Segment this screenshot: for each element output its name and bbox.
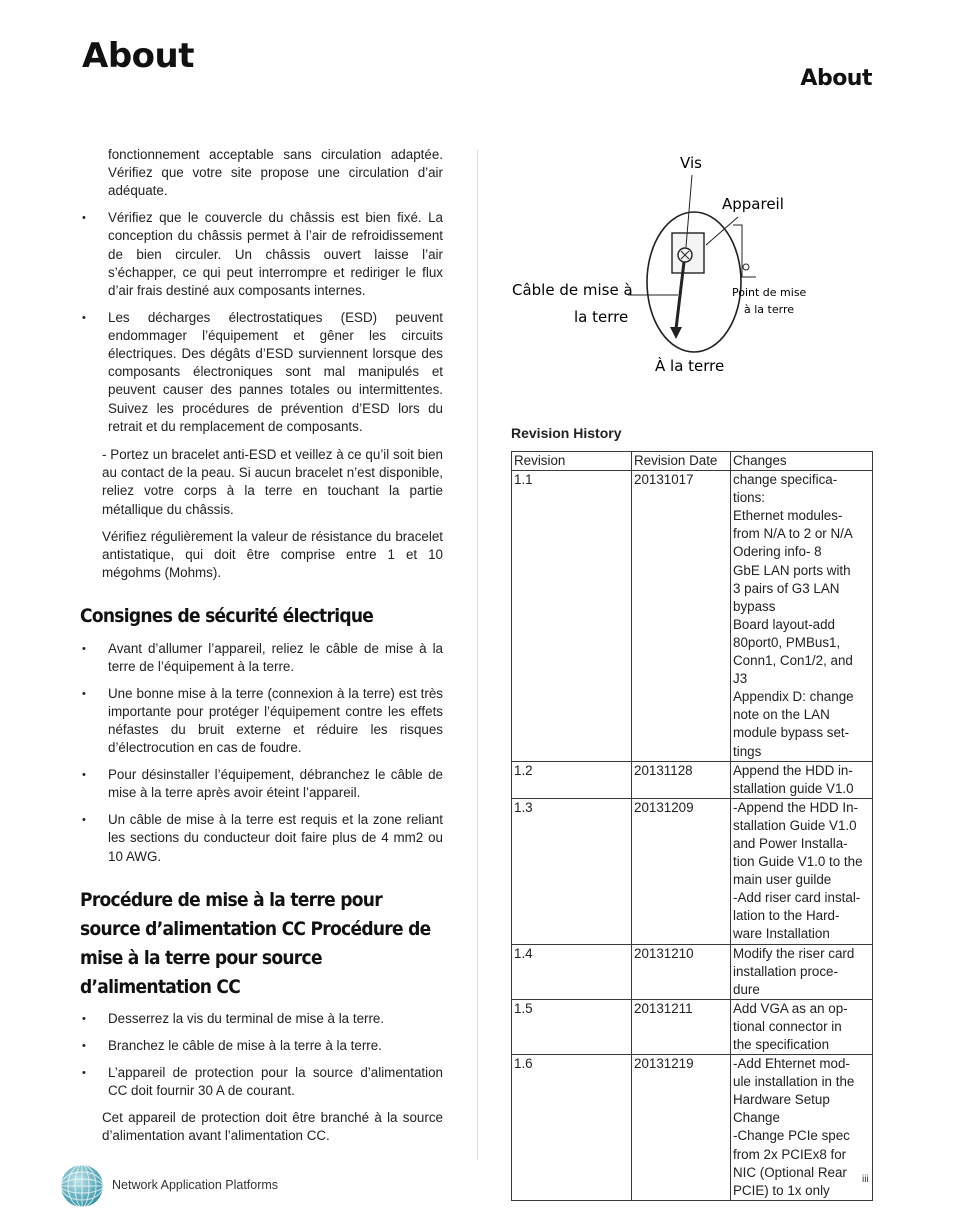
list-item: • Desserrez la vis du terminal de mise à la terre. — [80, 1010, 443, 1028]
header-revision: Revision — [512, 452, 632, 471]
bullet-list-electrical — [80, 640, 443, 866]
label-device: Appareil — [722, 195, 784, 213]
page-title: About — [82, 36, 194, 76]
label-cable-line1: Câble de mise à — [512, 281, 633, 299]
cell-revision: 1.4 — [512, 944, 632, 999]
cell-changes: -Append the HDD In- stallation Guide V1.0 and Power Installa- tion Guide V1.0 to the main user guilde -Add riser card instal- lation to the Hard- ware Installation — [731, 798, 873, 944]
grounding-diagram — [510, 145, 874, 385]
cell-revision: 1.3 — [512, 798, 632, 944]
cell-changes: -Add Ehternet mod- ule installation in the Hardware Setup Change -Change PCIe spec from 2x PCIEx8 for NIC (Optional Rear PCIE) to 1x only — [731, 1055, 873, 1201]
cell-revision: 1.2 — [512, 761, 632, 798]
revision-history-title: Revision History — [511, 425, 622, 441]
terminal-plate — [672, 233, 704, 273]
bullet-list-cooling — [80, 209, 443, 436]
list-item: • Les décharges électrostatiques (ESD) peuvent endommager l’équipement et gêner les circuits électriques. Des dégâts d’ESD surviennent lorsque des composants électroniques sont mal manipulés et peuvent causer des pannes totales ou intermittentes. Suivez les procédures de prévention d’ESD lors du retrait et du remplacement de composants. — [80, 309, 443, 436]
footer-text: Network Application Platforms — [112, 1178, 279, 1192]
globe-logo-icon — [60, 1164, 104, 1208]
esd-wrist-strap-text: - Portez un bracelet anti-ESD et veillez à ce qu’il soit bien au contact de la peau. Si aucun bracelet n’est disponible, reliez votre corps à la terre en touchant la partie métallique du châssis. — [102, 447, 443, 517]
label-point-line2: à la terre — [744, 303, 794, 316]
closing-text: Cet appareil de protection doit être branché à la source d’alimentation avant l’alimentation CC. — [102, 1110, 443, 1144]
table-row — [512, 1055, 873, 1201]
esd-resistance-text: Vérifiez régulièrement la valeur de résistance du bracelet antistatique, qui doit être comprise entre 1 et 10 mégohms (Mohms). — [102, 528, 443, 581]
bullet-list-grounding — [80, 1010, 443, 1100]
column-divider — [477, 150, 478, 1160]
list-item: • L’appareil de protection pour la source d’alimentation CC doit fournir 30 A de courant. — [80, 1064, 443, 1100]
table-row — [512, 761, 873, 798]
table-header-row — [512, 452, 873, 471]
cell-date: 20131128 — [632, 761, 731, 798]
table-row — [512, 471, 873, 762]
label-ground: À la terre — [655, 357, 725, 375]
cell-date: 20131210 — [632, 944, 731, 999]
label-cable-line2: la terre — [574, 308, 629, 326]
cell-date: 20131209 — [632, 798, 731, 944]
table-row — [512, 999, 873, 1054]
page-number: iii — [862, 1174, 869, 1185]
list-item: • Une bonne mise à la terre (connexion à la terre) est très importante pour protéger l’équipement contre les effets néfastes du bruit externe et réduire les risques d’électrocution en cas de foudre. — [80, 685, 443, 758]
cell-changes: Add VGA as an op- tional connector in the specification — [731, 999, 873, 1054]
ground-arrow-icon — [670, 327, 682, 339]
list-item: • Avant d’allumer l’appareil, reliez le câble de mise à la terre de l’équipement à la terre. — [80, 640, 443, 676]
cell-revision: 1.6 — [512, 1055, 632, 1201]
cell-changes: Append the HDD in- stallation guide V1.0 — [731, 761, 873, 798]
left-column — [80, 146, 443, 1145]
cell-date: 20131211 — [632, 999, 731, 1054]
header-revision-date: Revision Date — [632, 452, 731, 471]
list-item: • Vérifiez que le couvercle du châssis est bien fixé. La conception du châssis permet à l’air de refroidissement de bien circuler. Un châssis ouvert laisse l’air s’échapper, ce qui peut interrompre et rediriger le flux d’air frais destiné aux composants internes. — [80, 209, 443, 300]
list-item: • Un câble de mise à la terre est requis et la zone reliant les sections du conducteur doit faire plus de 4 mm2 ou 10 AWG. — [80, 811, 443, 866]
list-item: • Branchez le câble de mise à la terre à la terre. — [80, 1037, 443, 1055]
cell-revision: 1.1 — [512, 471, 632, 762]
cell-changes: Modify the riser card installation proce- dure — [731, 944, 873, 999]
intro-continuation: fonctionnement acceptable sans circulation adaptée. Vérifiez que votre site propose une circulation d’air adéquate. — [108, 147, 443, 199]
revision-history-table — [511, 451, 873, 1201]
section-heading-electrical-safety: Consignes de sécurité électrique — [80, 605, 374, 628]
cell-date: 20131219 — [632, 1055, 731, 1201]
label-point-line1: Point de mise — [732, 286, 807, 299]
label-screw: Vis — [680, 154, 702, 172]
table-row — [512, 944, 873, 999]
cell-changes: change specifica- tions: Ethernet modules- from N/A to 2 or N/A Odering info- 8 GbE LAN ports with 3 pairs of G3 LAN bypass Board layout-add 80port0, PMBus1, Conn1, Con1/2, and J3 Appendix D: change note on the LAN module bypass set- tings — [731, 471, 873, 762]
list-item: • Pour désinstaller l’équipement, débranchez le câble de mise à la terre après avoir éteint l’appareil. — [80, 766, 443, 802]
running-head: About — [800, 66, 872, 91]
cell-date: 20131017 — [632, 471, 731, 762]
table-row — [512, 798, 873, 944]
header-changes: Changes — [731, 452, 873, 471]
section-heading-grounding-procedure: Procédure de mise à la terre pour source d’alimentation CC Procédure de mise à la terre pour source d’alimentation CC — [80, 888, 431, 998]
cell-revision: 1.5 — [512, 999, 632, 1054]
